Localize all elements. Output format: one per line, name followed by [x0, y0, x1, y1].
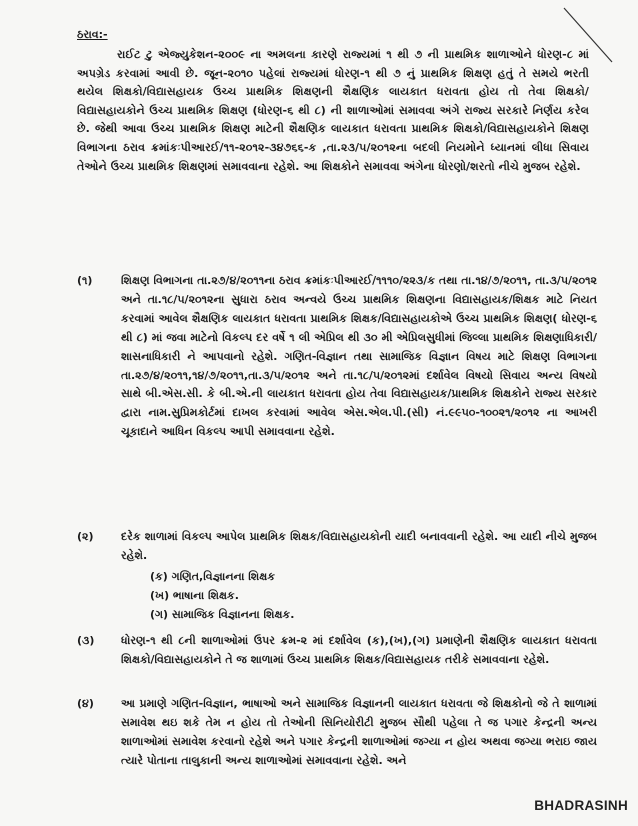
- clause-number: (૧): [77, 274, 93, 287]
- clause-text: આ પ્રમાણે ગણિત-વિજ્ઞાન, ભાષાઓ અને સામાજિક વિજ્ઞાનની લાયકાત ધરાવતા જે શિક્ષકોનો જે તે શાળામાં સમાવેશ થઇ શકે તેમ ન હોય તો તેઓની સિનિયોરીટી મુજબ સૌથી પહેલા તે જ પગાર કેન્દ્રની અન્ય શાળાઓમાં સમાવેશ કરવાનો રહેશે અને પગાર કેન્દ્રની શાળાઓમાં જગ્યા ન હોય અથવા જગ્યા ભરાઇ જાય ત્યારે પોતાના તાલુકાની અન્ય શાળાઓમાં સમાવવાના રહેશે. અને: [121, 697, 597, 767]
- clause-text: શિક્ષણ વિભાગના તા.૨૭/૪/૨૦૧૧ના ઠરાવ ક્રમાંકઃપીઆરઈ/૧૧૧૦/૨૨૩/ક તથા તા.૧૪/૭/૨૦૧૧, તા.૩/૫/૨૦૧૨ અને તા.૧૮/૫/૨૦૧૨ના સુધારા ઠરાવ અન્વયે ઉચ્ચ પ્રાથમિક શિક્ષણના વિદ્યાસહાયક/શિક્ષક માટે નિયત કરવામાં આવેલ શૈક્ષણિક લાયકાત ધરાવતા પ્રાથમિક શિક્ષક/વિદ્યાસહાયકોએ ઉચ્ચ પ્રાથમિક શિક્ષણ( ધોરણ-૬ થી ૮) માં જવા માટેનો વિકલ્પ દર વર્ષે ૧ લી એપ્રિલ થી ૩૦ મી એપ્રિલસુધીમાં જિલ્લા પ્રાથમિક શિક્ષણાધિકારી/શાસનાધિકારી ને આપવાનો રહેશે. ગણિત-વિજ્ઞાન તથા સામાજિક વિજ્ઞાન વિષય માટે શિક્ષણ વિભાગના તા.૨૭/૪/૨૦૧૧,૧૪/૭/૨૦૧૧,તા.૩/૫/૨૦૧૨ અને તા.૧૮/૫/૨૦૧૨માં દર્શાવેલ વિષયો સિવાય અન્ય વિષયો સાથે બી.એસ.સી. કે બી.એ.ની લાયકાત ધરાવતા હોય તેવા વિદ્યાસહાયક/પ્રાથમિક શિક્ષકોને રાજ્ય સરકાર દ્વારા નામ.સુપ્રિમકોર્ટમાં દાખલ કરવામાં આવેલ એસ.એલ.પી.(સી) નં.૯૯૫૦-૧૦૦૨૧/૨૦૧૨ ના આખરી ચૂકાદાને આધિન વિકલ્પ આપી સમાવવાના રહેશે.: [121, 274, 597, 439]
- clause-4: [77, 695, 597, 771]
- clause-number: (૩): [77, 634, 95, 647]
- clause-2: [77, 528, 597, 566]
- intro-paragraph: રાઈટ ટુ એજ્યુકેશન-૨૦૦૯ ના અમલના કારણે રાજ્યમાં ૧ થી ૭ ની પ્રાથમિક શાળાઓને ધોરણ-૮ માં અપગ્રેડ કરવામાં આવી છે. જૂન-૨૦૧૦ પહેલાં રાજ્યમાં ધોરણ-૧ થી ૭ નું પ્રાથમિક શિક્ષણ હતું તે સમયે ભરતી થયેલ શિક્ષકો/વિદ્યાસહાયક ઉચ્ચ પ્રાથમિક શિક્ષણની શૈક્ષણિક લાયકાત ધરાવતા હોય તો તેવા શિક્ષકો/વિદ્યાસહાયકોને ઉચ્ચ પ્રાથમિક શિક્ષણ (ધોરણ-૬ થી ૮) ની શાળાઓમાં સમાવવા અંગે રાજ્ય સરકારે નિર્ણય કરેલ છે. જેથી આવા ઉચ્ચ પ્રાથમિક શિક્ષણ માટેની શૈક્ષણિક લાયકાત ધરાવતા પ્રાથમિક શિક્ષકો/વિદ્યાસહાયકોને શિક્ષણ વિભાગના ઠરાવ ક્રમાંકઃપીઆરઈ/૧૧-૨૦૧૨-૩૪૭૬૬-ક ,તા.૨૩/૫/૨૦૧૨ના બદલી નિયમોને ધ્યાનમાં લીધા સિવાય તેઓને ઉચ્ચ પ્રાથમિક શિક્ષણમાં સમાવવાના રહેશે. આ શિક્ષકોને સમાવવા અંગેના ધોરણો/શરતો નીચે મુજબ રહેશે.: [77, 48, 589, 173]
- resolution-heading: ઠરાવ:-: [77, 28, 108, 41]
- clause-3: [77, 632, 597, 670]
- subitem-ka: (ક) ગણિત,વિજ્ઞાનના શિક્ષક: [150, 570, 275, 583]
- clause-number: (૨): [77, 530, 94, 543]
- watermark-signature: BHADRASINH: [534, 798, 628, 813]
- clause-1: [77, 272, 597, 442]
- subitem-ga: (ગ) સામાજિક વિજ્ઞાનના શિક્ષક.: [150, 608, 295, 621]
- subitem-kha: (ખ) ભાષાના શિક્ષક.: [150, 589, 239, 602]
- clause-number: (૪): [77, 697, 94, 710]
- clause-text: ધોરણ-૧ થી ૮ની શાળાઓમાં ઉપર ક્રમ-૨ માં દર્શાવેલ (ક),(ખ),(ગ) પ્રમાણેની શૈક્ષણિક લાયકાત ધરાવતા શિક્ષકો/વિદ્યાસહાયકોને તે જ શાળામાં ઉચ્ચ પ્રાથમિક શિક્ષક/વિદ્યાસહાયક તરીકે સમાવવાના રહેશે.: [121, 634, 597, 666]
- clause-text: દરેક શાળામાં વિકલ્પ આપેલ પ્રાથમિક શિક્ષક/વિદ્યાસહાયકોની યાદી બનાવવાની રહેશે. આ યાદી નીચે મુજબ રહેશે.: [121, 530, 597, 562]
